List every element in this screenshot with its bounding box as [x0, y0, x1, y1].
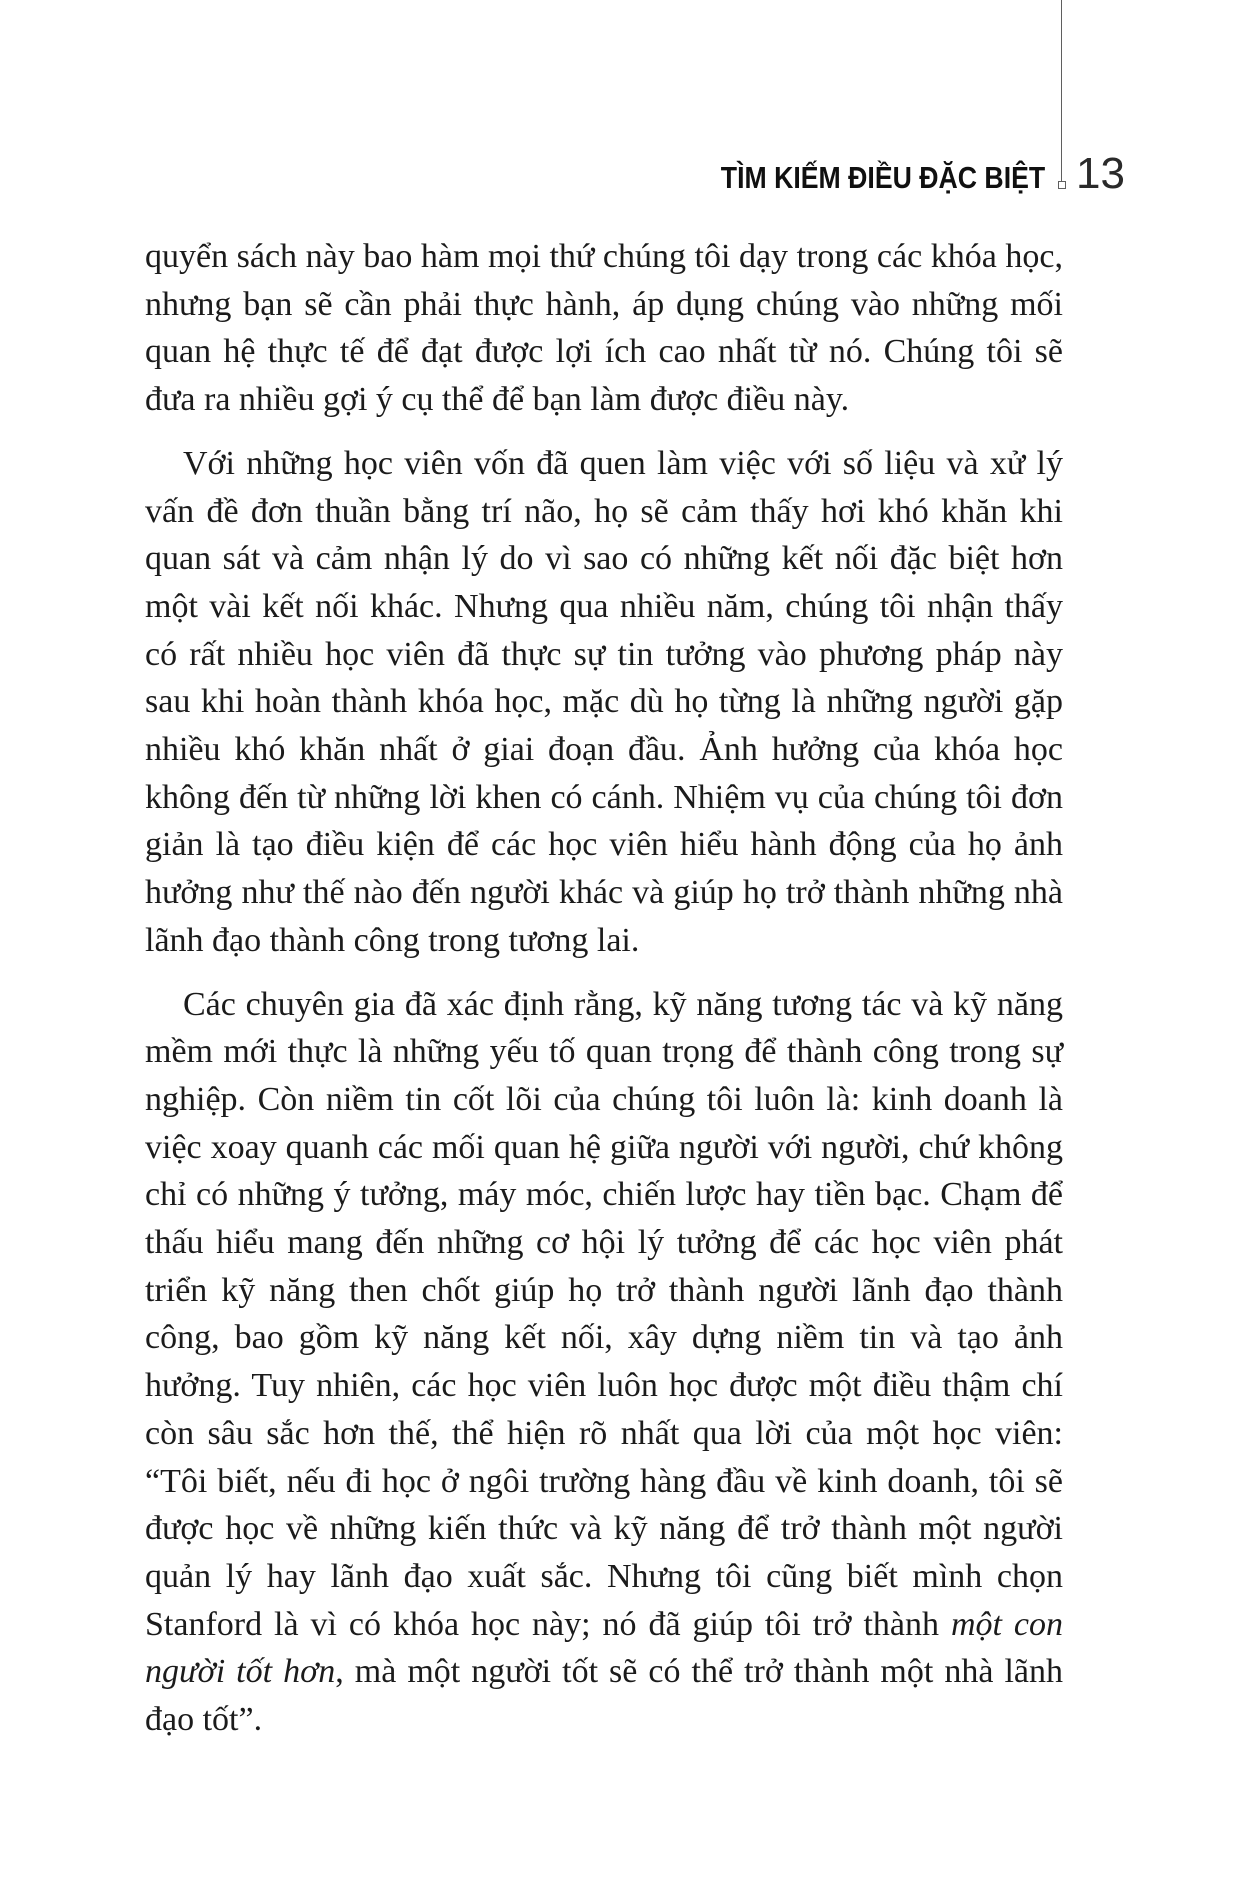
paragraph — [145, 981, 1063, 1744]
chapter-title: TÌM KIẾM ĐIỀU ĐẶC BIỆT — [720, 160, 1045, 195]
body-text — [145, 233, 1063, 1760]
rule-end-square-marker — [1058, 181, 1066, 189]
paragraph — [145, 440, 1063, 965]
italic-text-segment: một con người tốt hơn — [145, 1605, 1063, 1691]
text-segment: quyển sách này bao hàm mọi thứ chúng tôi dạy trong các khóa học, nhưng bạn sẽ cần phải thực hành, áp dụng chúng vào những mối quan hệ thực tế để đạt được lợi ích cao nhất từ nó. Chúng tôi sẽ đưa ra nhiều gợi ý cụ thể để bạn làm được điều này. — [145, 238, 1063, 419]
text-segment: , mà một người tốt sẽ có thể trở thành một nhà lãnh đạo tốt”. — [145, 1653, 1063, 1739]
text-segment: Các chuyên gia đã xác định rằng, kỹ năng tương tác và kỹ năng mềm mới thực là những yếu tố quan trọng để thành công trong sự nghiệp. Còn niềm tin cốt lõi của chúng tôi luôn là: kinh doanh là việc xoay quanh các mối quan hệ giữa người với người, chứ không chỉ có những ý tưởng, máy móc, chiến lược hay tiền bạc. Chạm để thấu hiểu mang đến những cơ hội lý tưởng để các học viên phát triển kỹ năng then chốt giúp họ trở thành người lãnh đạo thành công, bao gồm kỹ năng kết nối, xây dựng niềm tin và tạo ảnh hưởng. Tuy nhiên, các học viên luôn học được một điều thậm chí còn sâu sắc hơn thế, thể hiện rõ nhất qua lời của một học viên: “Tôi biết, nếu đi học ở ngôi trường hàng đầu về kinh doanh, tôi sẽ được học về những kiến thức và kỹ năng để trở thành một người quản lý hay lãnh đạo xuất sắc. Nhưng tôi cũng biết mình chọn Stanford là vì có khóa học này; nó đã giúp tôi trở thành — [145, 985, 1063, 1643]
text-segment: Với những học viên vốn đã quen làm việc với số liệu và xử lý vấn đề đơn thuần bằng trí não, họ sẽ cảm thấy hơi khó khăn khi quan sát và cảm nhận lý do vì sao có những kết nối đặc biệt hơn một vài kết nối khác. Nhưng qua nhiều năm, chúng tôi nhận thấy có rất nhiều học viên đã thực sự tin tưởng vào phương pháp này sau khi hoàn thành khóa học, mặc dù họ từng là những người gặp nhiều khó khăn nhất ở giai đoạn đầu. Ảnh hưởng của khóa học không đến từ những lời khen có cánh. Nhiệm vụ của chúng tôi đơn giản là tạo điều kiện để các học viên hiểu hành động của họ ảnh hưởng như thế nào đến người khác và giúp họ trở thành những nhà lãnh đạo thành công trong tương lai. — [145, 444, 1063, 959]
running-head — [668, 161, 1045, 195]
paragraph — [145, 233, 1063, 424]
header-divider-rule — [1061, 0, 1062, 181]
page-number: 13 — [1076, 149, 1125, 198]
